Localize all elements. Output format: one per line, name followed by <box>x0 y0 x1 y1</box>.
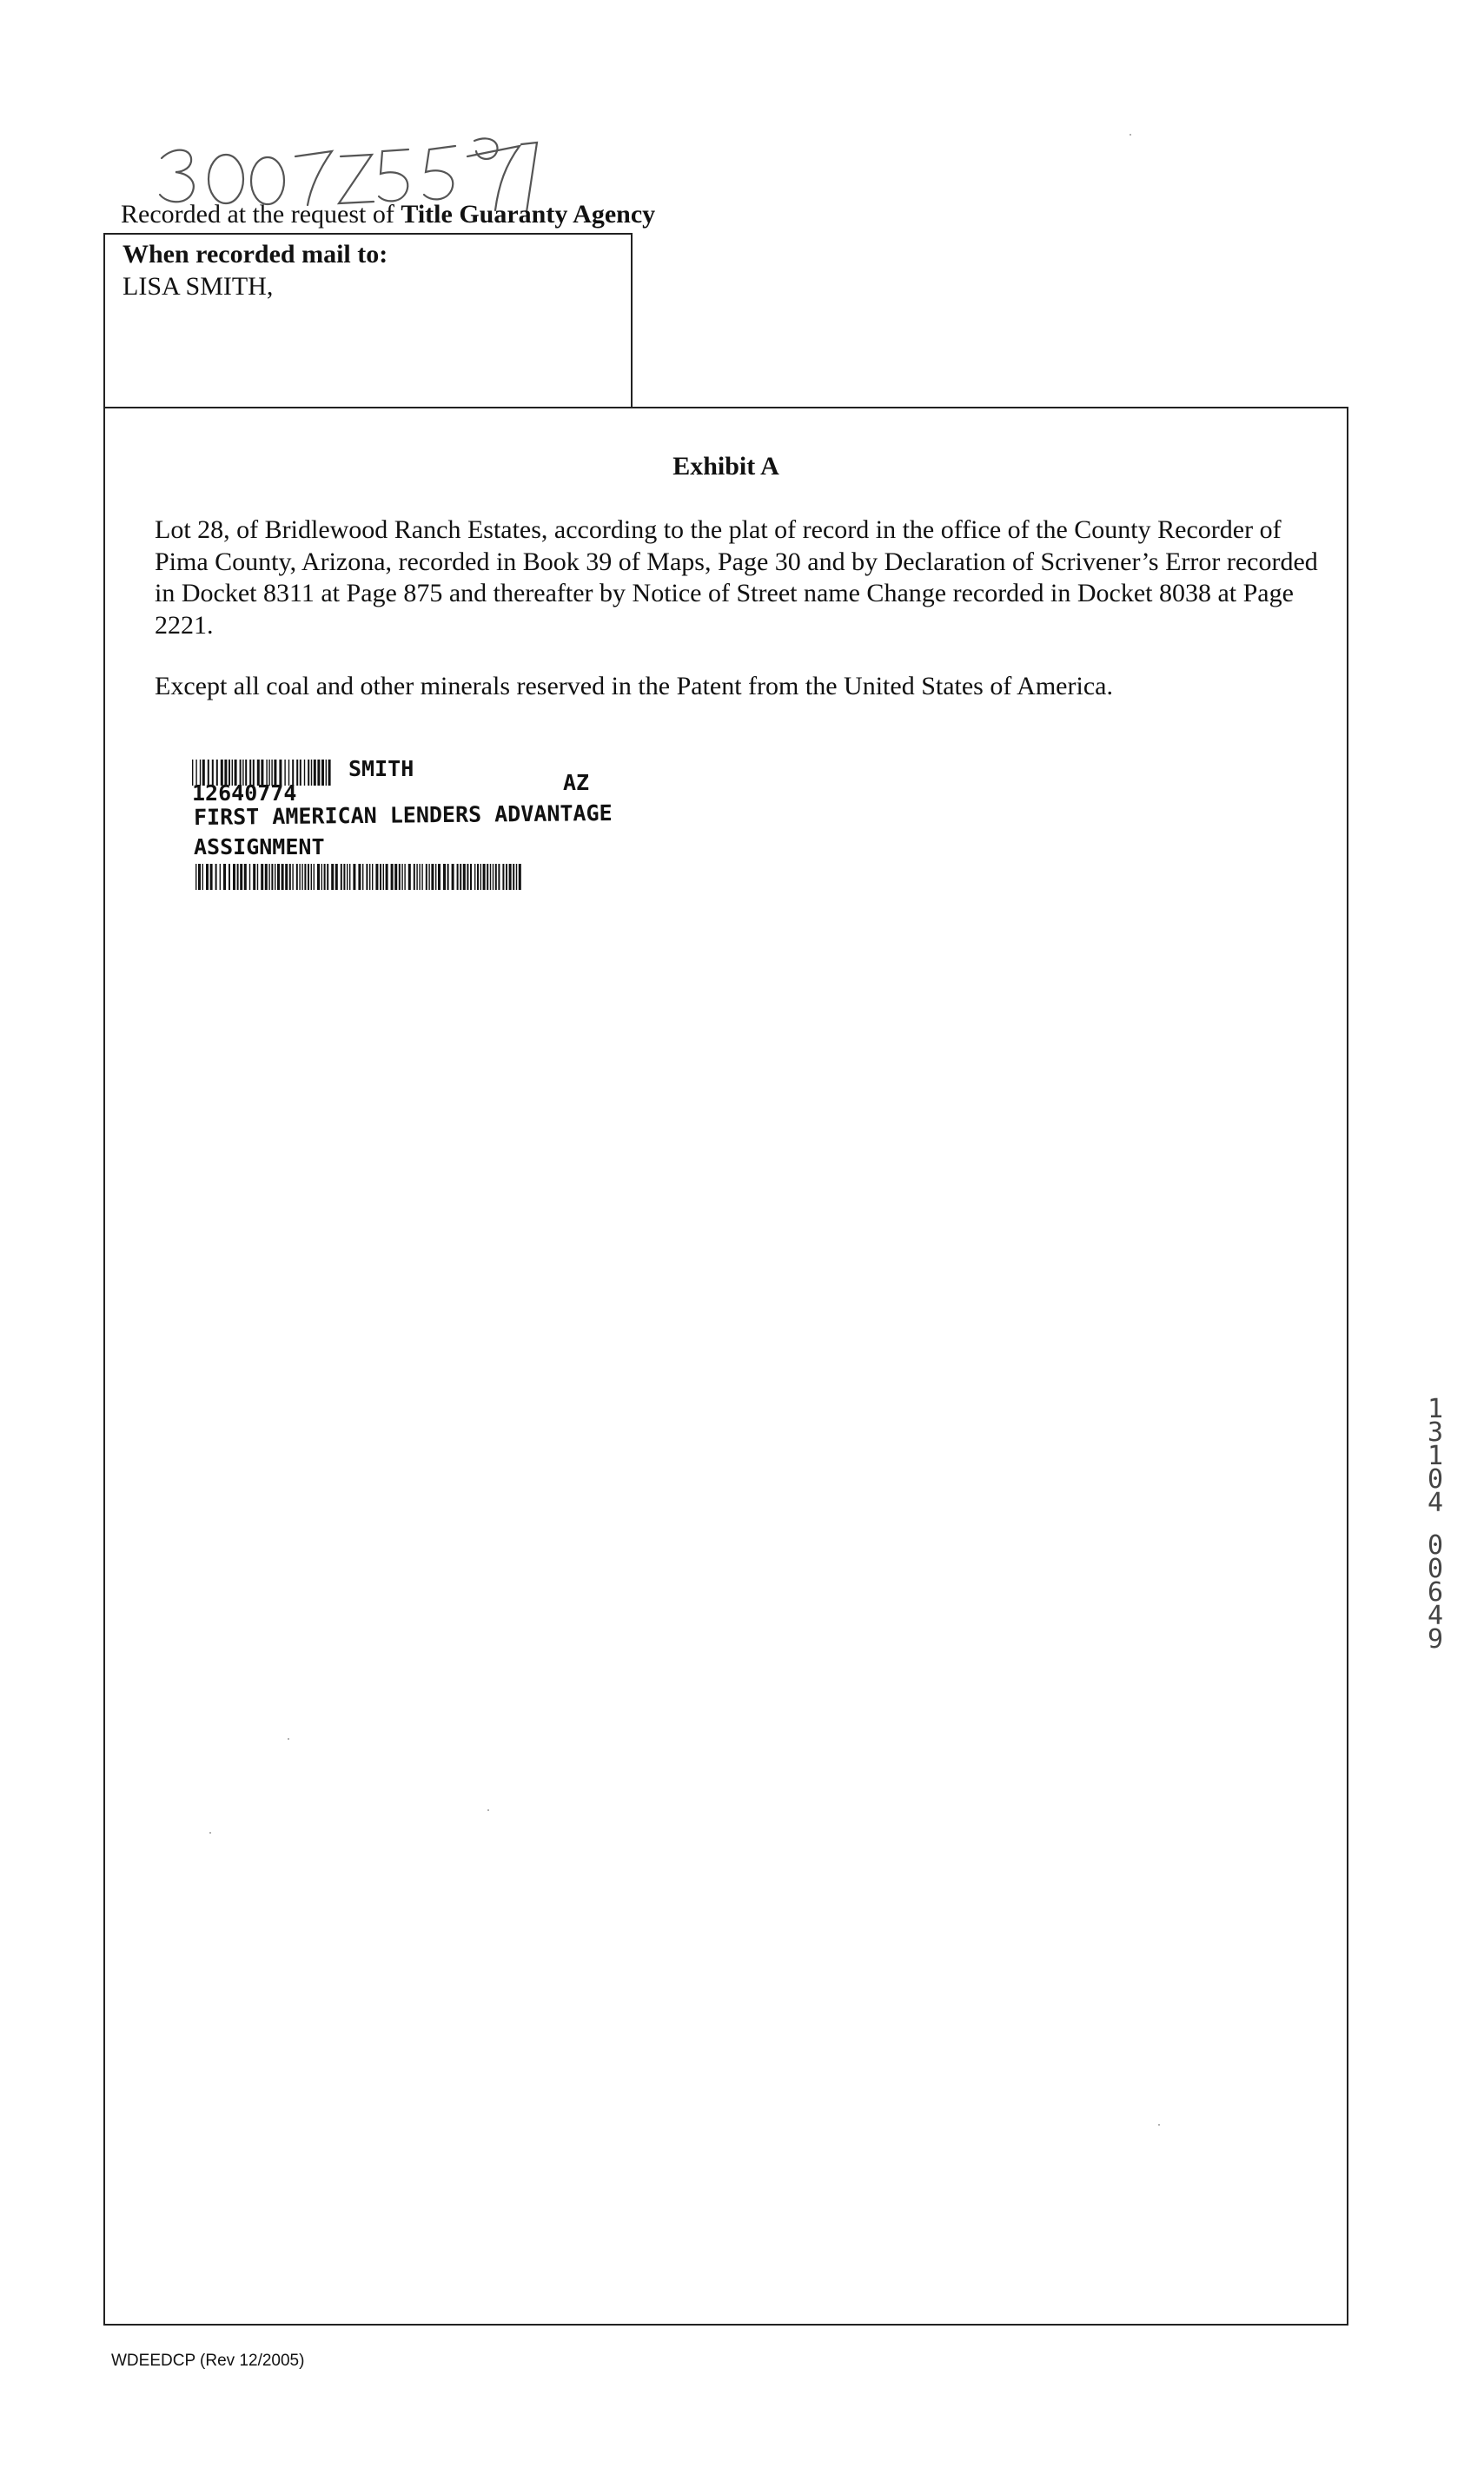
exhibit-box <box>103 407 1348 2326</box>
barcode-bar <box>452 864 454 890</box>
recorded-request-agency: Title Guaranty Agency <box>401 200 656 229</box>
barcode-bar <box>372 864 373 890</box>
barcode-bar <box>421 864 422 890</box>
barcode-bar <box>249 864 250 890</box>
barcode-bar <box>498 864 500 890</box>
barcode-bar <box>447 864 449 890</box>
barcode-bar <box>233 864 235 890</box>
barcode-bar <box>428 864 429 890</box>
barcode-bar <box>401 864 402 890</box>
docket-number <box>1418 1394 1453 1518</box>
barcode-bar <box>493 864 494 890</box>
barcode-bar <box>311 864 312 890</box>
barcode-bar <box>426 864 427 890</box>
mail-to-name: LISA SMITH, <box>123 272 274 301</box>
barcode-bar <box>257 864 258 890</box>
legal-description: Lot 28, of Bridlewood Ranch Estates, according to the plat of record in the office of the County Recorder of Pima County, Arizona, recorded in Book 39 of Maps, Page 30 and by Declaration of Scrivener’s Error recorded in Docket 8311 at Page 875 and thereafter by Notice of Street name Change recorded in Docket 8038 at Page 2221. <box>155 515 1318 640</box>
barcode-bar <box>480 864 481 890</box>
barcode-bar <box>460 864 461 890</box>
barcode-bar <box>296 760 298 786</box>
barcode-bar <box>301 864 302 890</box>
barcode-bar <box>240 864 242 890</box>
barcode-bar <box>285 864 288 890</box>
barcode-bar <box>202 864 203 890</box>
barcode-bar <box>326 760 327 786</box>
barcode-bar <box>487 864 488 890</box>
mineral-exception: Except all coal and other minerals reserved in the Patent from the United States of America. <box>155 672 1113 700</box>
record-label-sticker <box>192 756 713 951</box>
label-company: FIRST AMERICAN LENDERS ADVANTAGE <box>193 800 613 830</box>
barcode-bar <box>506 864 507 890</box>
barcode-bar <box>358 864 361 890</box>
barcode-bar <box>314 864 315 890</box>
barcode-bar <box>391 864 394 890</box>
label-doc-type: ASSIGNMENT <box>194 834 325 859</box>
scan-speck <box>487 1809 489 1811</box>
barcode-bar <box>206 864 209 890</box>
docket-page-stamp <box>1418 1394 1453 1655</box>
barcode-bar <box>223 864 226 890</box>
barcode-bar <box>289 864 291 890</box>
barcode-bar <box>331 864 334 890</box>
barcode-bar <box>327 864 328 890</box>
barcode-bar <box>304 864 306 890</box>
barcode-bar <box>419 864 420 890</box>
barcode-bar <box>477 864 479 890</box>
barcode-bar <box>347 864 348 890</box>
scan-speck <box>288 1738 289 1740</box>
barcode-bar <box>369 864 370 890</box>
barcode-bar <box>467 864 468 890</box>
barcode-bar <box>470 864 472 890</box>
barcode-bar <box>414 864 415 890</box>
barcode-bar <box>375 864 378 890</box>
barcode-bar <box>394 864 397 890</box>
label-name: SMITH <box>348 756 414 781</box>
barcode-bar <box>335 864 338 890</box>
barcode-bar <box>292 864 293 890</box>
recorded-request-line <box>121 200 655 229</box>
mail-to-heading: When recorded mail to: <box>123 240 388 269</box>
form-code: WDEEDCP (Rev 12/2005) <box>111 2352 305 2370</box>
barcode-bar <box>502 864 504 890</box>
barcode-bar <box>366 864 368 890</box>
barcode-bar <box>328 760 331 786</box>
barcode-bar <box>300 760 301 786</box>
stamp-digit: 4 <box>1427 1488 1444 1518</box>
barcode-bar <box>195 864 196 890</box>
barcode-bar <box>341 864 342 890</box>
barcode-bar <box>349 864 350 890</box>
barcode-bar <box>495 864 497 890</box>
label-number: 12640774 <box>192 780 297 806</box>
exhibit-title: Exhibit A <box>672 452 779 481</box>
barcode-bar <box>265 864 268 890</box>
stamp-digit: 4 <box>1427 1601 1444 1631</box>
barcode-bar <box>343 864 345 890</box>
barcode-bar <box>317 760 320 786</box>
barcode-bar <box>268 864 269 890</box>
barcode-bar <box>404 864 405 890</box>
barcode-bar <box>353 864 355 890</box>
bottom-barcode <box>195 864 524 890</box>
barcode-bar <box>314 760 316 786</box>
barcode-bar <box>408 864 411 890</box>
barcode-bar <box>416 864 417 890</box>
barcode-bar <box>380 864 381 890</box>
scan-speck <box>209 1832 211 1834</box>
stamp-digit: 1 <box>1427 1394 1444 1424</box>
barcode-bar <box>457 864 459 890</box>
barcode-bar <box>308 864 309 890</box>
barcode-bar <box>438 864 441 890</box>
barcode-bar <box>519 864 521 890</box>
barcode-bar <box>509 864 512 890</box>
barcode-bar <box>383 864 384 890</box>
barcode-bar <box>321 864 322 890</box>
barcode-bar <box>308 760 309 786</box>
stamp-digit: 0 <box>1427 1554 1444 1584</box>
barcode-bar <box>296 864 298 890</box>
barcode-bar <box>253 864 255 890</box>
stamp-digit: 9 <box>1427 1624 1444 1655</box>
barcode-bar <box>261 864 263 890</box>
barcode-bar <box>435 864 436 890</box>
barcode-bar <box>399 864 401 890</box>
stamp-digit: 0 <box>1427 1464 1444 1495</box>
barcode-bar <box>215 864 217 890</box>
barcode-bar <box>304 760 305 786</box>
barcode-bar <box>386 864 388 890</box>
scan-speck <box>1158 2124 1160 2126</box>
label-state: AZ <box>563 770 590 795</box>
barcode-bar <box>244 864 247 890</box>
barcode-bar <box>210 864 213 890</box>
barcode-bar <box>282 864 284 890</box>
barcode-bar <box>474 864 475 890</box>
stamp-digit: 0 <box>1427 1530 1444 1561</box>
barcode-bar <box>324 864 326 890</box>
page-number <box>1418 1530 1453 1655</box>
barcode-bar <box>483 864 486 890</box>
barcode-bar <box>431 864 434 890</box>
barcode-bar <box>317 864 320 890</box>
barcode-bar <box>277 864 280 890</box>
barcode-bar <box>513 864 514 890</box>
barcode-bar <box>321 760 324 786</box>
barcode-bar <box>443 864 446 890</box>
stamp-digit: 1 <box>1427 1441 1444 1471</box>
scan-speck <box>1130 134 1131 136</box>
barcode-bar <box>299 864 300 890</box>
stamp-digit: 6 <box>1427 1577 1444 1608</box>
barcode-bar <box>237 864 239 890</box>
barcode-bar <box>220 864 221 890</box>
barcode-bar <box>229 864 230 890</box>
recorded-request-prefix: Recorded at the request of <box>121 200 401 229</box>
barcode-bar <box>490 864 491 890</box>
stamp-digit: 3 <box>1427 1417 1444 1448</box>
barcode-bar <box>516 864 517 890</box>
barcode-bar <box>198 864 201 890</box>
barcode-bar <box>311 760 312 786</box>
barcode-bar <box>362 864 363 890</box>
barcode-bar <box>463 864 466 890</box>
barcode-bar <box>271 864 273 890</box>
mail-to-box <box>103 233 633 408</box>
